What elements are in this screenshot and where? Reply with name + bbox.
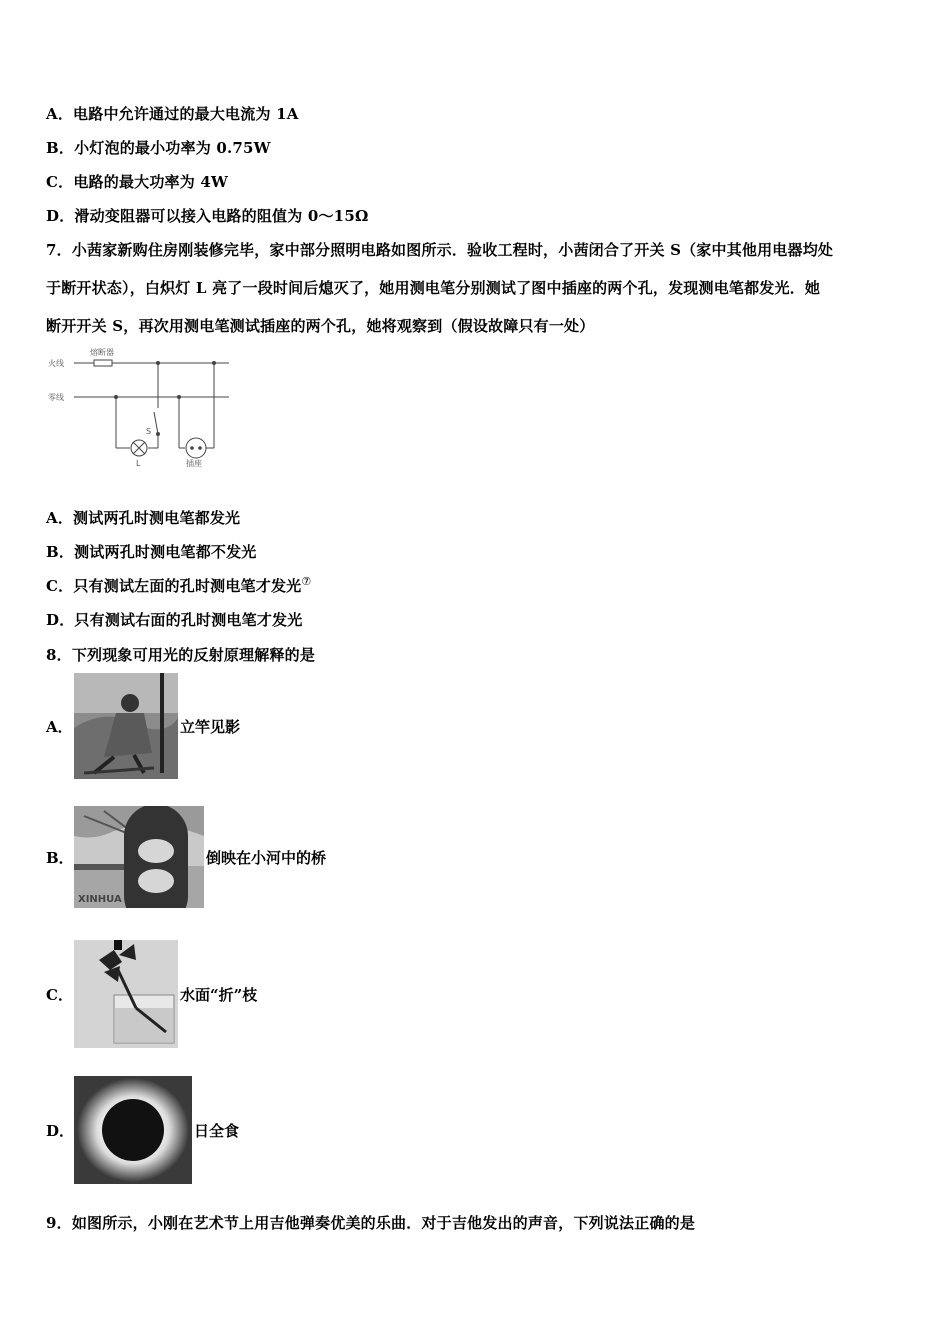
bent-branch-photo [74,940,178,1048]
live-wire-label: 火线 [48,359,64,368]
socket-icon [186,438,206,458]
q6-option-b [46,137,271,158]
circuit-diagram [44,344,244,474]
option-label: A． [46,509,74,527]
q7-option-c [46,575,311,596]
q7-stem-line-1: 7．小茜家新购住房刚装修完毕，家中部分照明电路如图所示．验收工程时，小茜闭合了开关 S（家中其他用电器均处 [46,241,834,259]
option-text: 测试两孔时测电笔都不发光 [74,543,257,561]
option-label: A． [46,717,73,736]
q7-option-d [46,609,302,630]
q7-stem-line-3: 断开开关 S，再次用测电笔测试插座的两个孔，她将观察到（假设故障只有一处） [46,317,595,335]
option-text: 电路中允许通过的最大电流为 1A [73,105,299,123]
q8-option-b [46,806,326,908]
option-label: C． [46,577,74,595]
q7-stem-line-2: 于断开状态），白炽灯 L 亮了一段时间后熄灭了，她用测电笔分别测试了图中插座的两个孔，发现测电笔都发光．她 [46,279,821,297]
q7-option-b [46,541,257,562]
option-caption: 水面“折”枝 [180,985,258,1004]
q7-option-a [46,507,240,528]
q8-stem: 8．下列现象可用光的反射原理解释的是 [46,646,316,664]
switch-label: S [146,427,152,436]
option-label: B． [46,543,75,561]
shadow-photo [74,673,178,779]
lamp-label: L [136,459,141,468]
circled-mark-icon: ⑦ [301,575,312,588]
q6-option-a [46,103,299,124]
socket-label: 插座 [186,459,202,468]
option-label: A． [46,105,74,123]
q9-stem: 9．如图所示，小刚在艺术节上用吉他弹奏优美的乐曲．对于吉他发出的声音，下列说法正确的是 [46,1214,696,1232]
option-text: 只有测试左面的孔时测电笔才发光 [73,577,302,595]
option-label: C． [46,985,73,1004]
q8-option-c [46,940,257,1048]
option-label: D． [46,611,75,629]
option-text: 测试两孔时测电笔都发光 [73,509,241,527]
option-label: B． [46,139,75,157]
option-text: 小灯泡的最小功率为 0.75W [74,139,271,157]
option-label: D． [46,1121,75,1140]
option-caption: 倒映在小河中的桥 [206,848,327,867]
option-text: 电路的最大功率为 4W [73,173,229,191]
svg-text:XINHUA: XINHUA [78,894,122,905]
option-text: 只有测试右面的孔时测电笔才发光 [74,611,303,629]
option-caption: 日全食 [194,1121,240,1140]
fuse-label: 熔断器 [90,348,114,357]
q6-option-d [46,205,369,226]
option-label: C． [46,173,74,191]
q6-option-c [46,171,228,192]
bridge-reflection-photo [74,806,204,908]
option-label: D． [46,207,75,225]
neutral-wire-label: 零线 [48,393,64,402]
option-caption: 立竿见影 [180,717,241,736]
q8-option-d [46,1076,239,1184]
fuse-icon [94,360,112,366]
q8-option-a [46,673,240,779]
option-label: B． [46,848,74,867]
switch-icon [154,412,158,434]
solar-eclipse-photo [74,1076,192,1184]
option-text: 滑动变阻器可以接入电路的阻值为 0～15Ω [74,207,369,225]
